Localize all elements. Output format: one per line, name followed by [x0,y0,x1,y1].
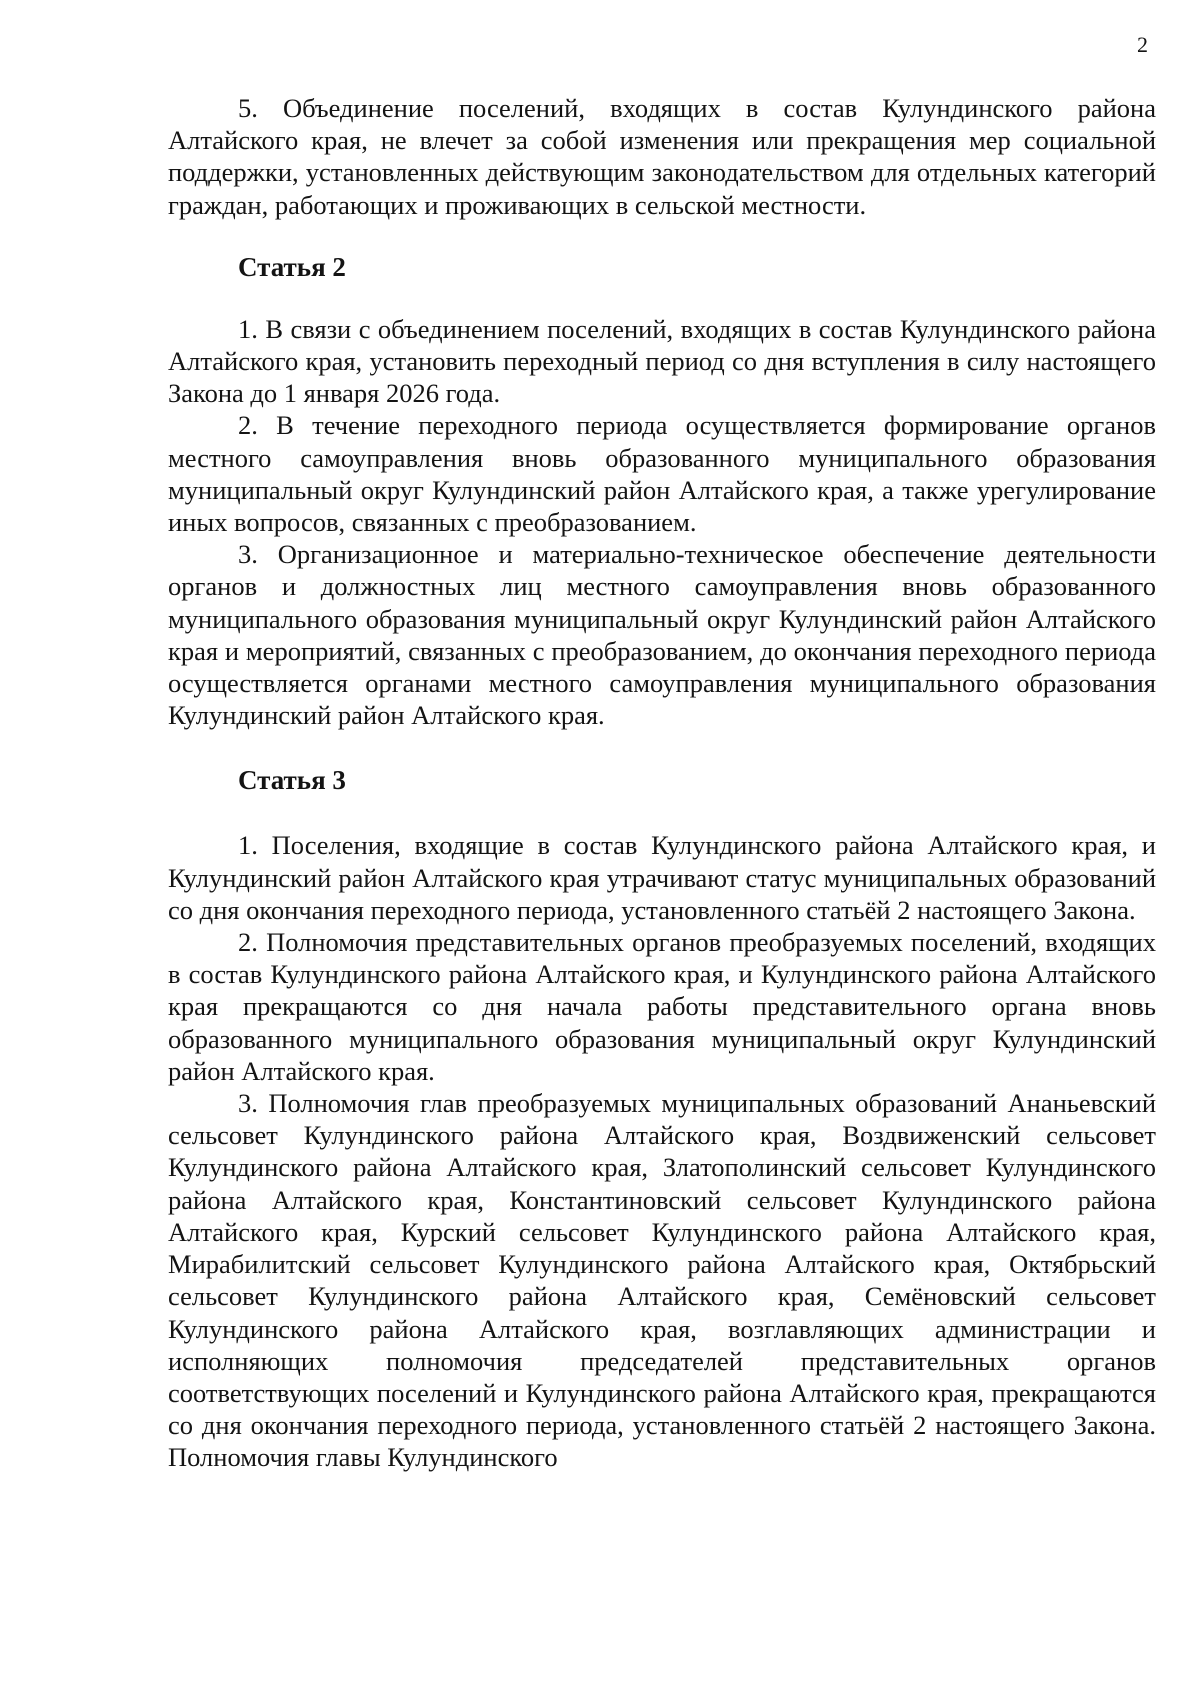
document-body [168,92,1156,1474]
article3-paragraph-1: 1. Поселения, входящие в состав Кулундинского района Алтайского края, и Кулундинский район Алтайского края утрачивают статус муниципальных образований со дня окончания переходного периода, установленного статьёй 2 настоящего Закона. [168,830,1156,925]
article3-paragraph-2: 2. Полномочия представительных органов преобразуемых поселений, входящих в состав Кулундинского района Алтайского края, и Кулундинского района Алтайского края прекращаются со дня начала работы представительного органа вновь образованного муниципального образования муниципальный округ Кулундинский район Алтайского края. [168,927,1156,1086]
article2-paragraph-2: 2. В течение переходного периода осуществляется формирование органов местного самоуправления вновь образованного муниципального образования муниципальный округ Кулундинский район Алтайского края, а также урегулирование иных вопросов, связанных с преобразованием. [168,410,1156,538]
article3-paragraph-3: 3. Полномочия глав преобразуемых муниципальных образований Ананьевский сельсовет Кулундинского района Алтайского края, Воздвиженский сельсовет Кулундинского района Алтайского края, Златополинский сельсовет Кулундинского района Алтайского края, Константиновский сельсовет Кулундинского района Алтайского края, Курский сельсовет Кулундинского района Алтайского края, Мирабилитский сельсовет Кулундинского района Алтайского края, Октябрьский сельсовет Кулундинского района Алтайского края, Семёновский сельсовет Кулундинского района Алтайского края, возглавляющих администрации и исполняющих полномочия председателей представительных органов соответствующих поселений и Кулундинского района Алтайского края, прекращаются со дня окончания переходного периода, установленного статьёй 2 настоящего Закона. Полномочия главы Кулундинского [168,1088,1156,1473]
article2-paragraph-3: 3. Организационное и материально-техническое обеспечение деятельности органов и должностных лиц местного самоуправления вновь образованного муниципального образования муниципальный округ Кулундинский район Алтайского края и мероприятий, связанных с преобразованием, до окончания переходного периода осуществляется органами местного самоуправления муниципального образования Кулундинский район Алтайского края. [168,539,1156,731]
article3-heading: Статья 3 [238,765,346,796]
article2-paragraph-1: 1. В связи с объединением поселений, входящих в состав Кулундинского района Алтайского края, установить переходный период со дня вступления в силу настоящего Закона до 1 января 2026 года. [168,313,1156,409]
article2-heading: Статья 2 [238,251,346,282]
article1-paragraph-5: 5. Объединение поселений, входящих в состав Кулундинского района Алтайского края, не влечет за собой изменения или прекращения мер социальной поддержки, установленных действующим законодательством для отдельных категорий граждан, работающих и проживающих в сельской местности. [168,93,1156,220]
page-number: 2 [1137,32,1148,57]
